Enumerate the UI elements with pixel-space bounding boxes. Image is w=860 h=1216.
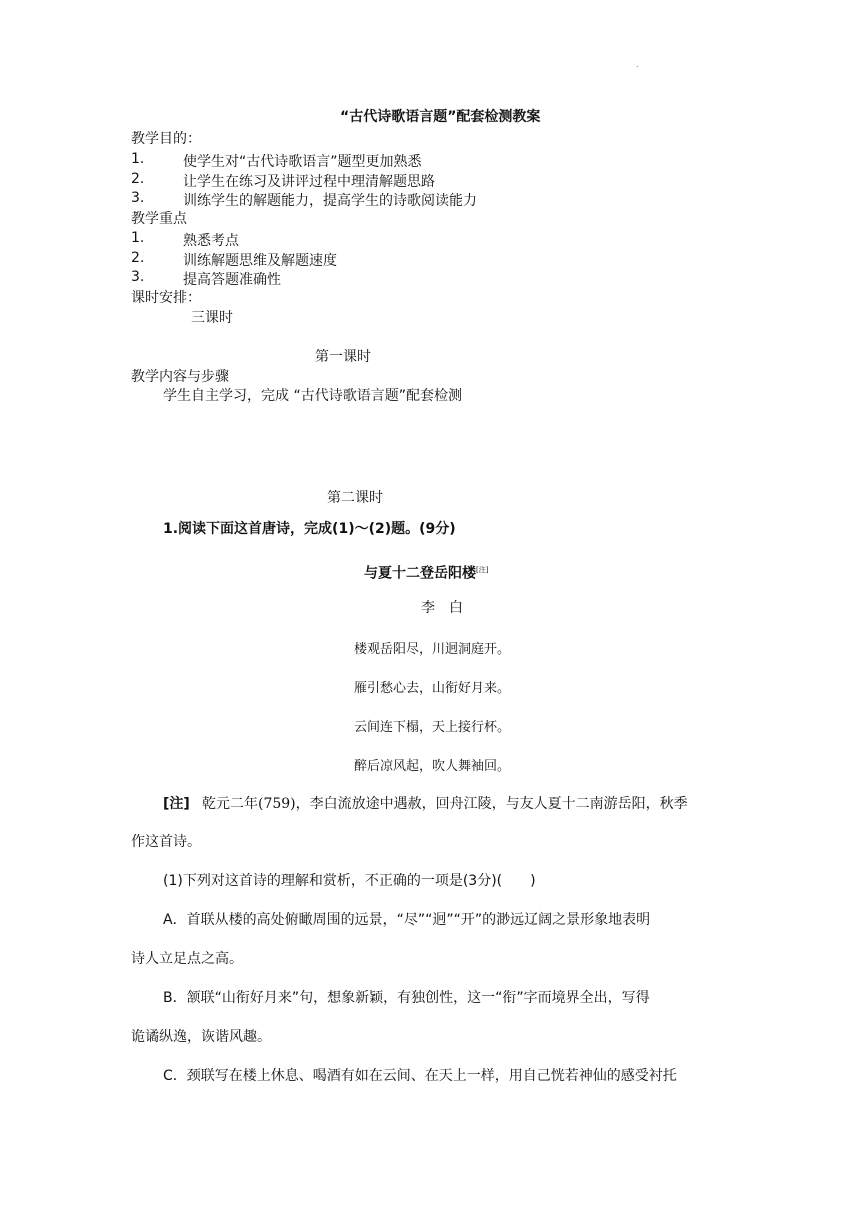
poem-line-1: 楼观岳阳尽，川迥洞庭开。 (354, 642, 511, 657)
list-number: 3. (131, 190, 145, 206)
corner-mark: . (636, 60, 639, 69)
list-number: 2. (131, 171, 145, 187)
list-text: 熟悉考点 (183, 233, 239, 249)
list-number: 2. (131, 250, 145, 266)
focus-heading: 教学重点 (131, 211, 187, 227)
poem-line-4: 醉后凉风起，吹人舞袖回。 (354, 759, 511, 774)
lesson1-title: 第一课时 (315, 349, 371, 365)
list-number: 1. (131, 230, 145, 246)
list-text: 训练解题思维及解题速度 (183, 253, 337, 269)
list-text: 训练学生的解题能力，提高学生的诗歌阅读能力 (183, 193, 477, 209)
poem-title (364, 561, 488, 583)
document-title: “古代诗歌语言题”配套检测教案 (340, 109, 541, 125)
list-number: 3. (131, 269, 145, 285)
option-b-line-2: 诡谲纵逸，诙谐风趣。 (131, 1029, 271, 1045)
note-label: [注] (163, 796, 190, 812)
list-text: 提高答题准确性 (183, 272, 281, 288)
question-1: 1.阅读下面这首唐诗，完成(1)～(2)题。(9分) (163, 521, 456, 537)
lesson1-text: 学生自主学习，完成 “古代诗歌语言题”配套检测 (163, 388, 462, 404)
option-a-line-1: A．首联从楼的高处俯瞰周围的远景，“尽”“迥”“开”的渺远辽阔之景形象地表明 (163, 912, 651, 928)
option-b-line-1: B．颔联“山衔好月来”句，想象新颖，有独创性，这一“衔”字而境界全出，写得 (163, 990, 650, 1006)
sub-question-1: (1)下列对这首诗的理解和赏析，不正确的一项是(3分)( ) (163, 873, 536, 889)
poem-title-text: 与夏十二登岳阳楼 (364, 565, 476, 582)
schedule-heading: 课时安排： (131, 290, 201, 306)
option-c-line-1: C．颈联写在楼上休息、喝酒有如在云间、在天上一样，用自己恍若神仙的感受衬托 (163, 1068, 677, 1084)
objectives-heading: 教学目的： (131, 131, 201, 147)
list-text: 使学生对“古代诗歌语言”题型更加熟悉 (183, 154, 422, 170)
schedule-value: 三课时 (191, 310, 233, 326)
note-line-1: 乾元二年(759)，李白流放途中遇赦，回舟江陵，与友人夏十二南游岳阳，秋季 (202, 796, 688, 812)
lesson2-title: 第二课时 (327, 490, 383, 506)
list-text: 让学生在练习及讲评过程中理清解题思路 (183, 174, 435, 190)
note-line-2: 作这首诗。 (131, 834, 201, 850)
poem-author: 李 白 (421, 600, 463, 616)
poem-line-2: 雁引愁心去，山衔好月来。 (354, 681, 511, 696)
lesson1-heading: 教学内容与步骤 (131, 369, 229, 385)
poem-line-3: 云间连下榻，天上接行杯。 (354, 720, 511, 735)
poem-note-mark: [注] (476, 566, 489, 574)
list-number: 1. (131, 151, 145, 167)
option-a-line-2: 诗人立足点之高。 (131, 951, 243, 967)
